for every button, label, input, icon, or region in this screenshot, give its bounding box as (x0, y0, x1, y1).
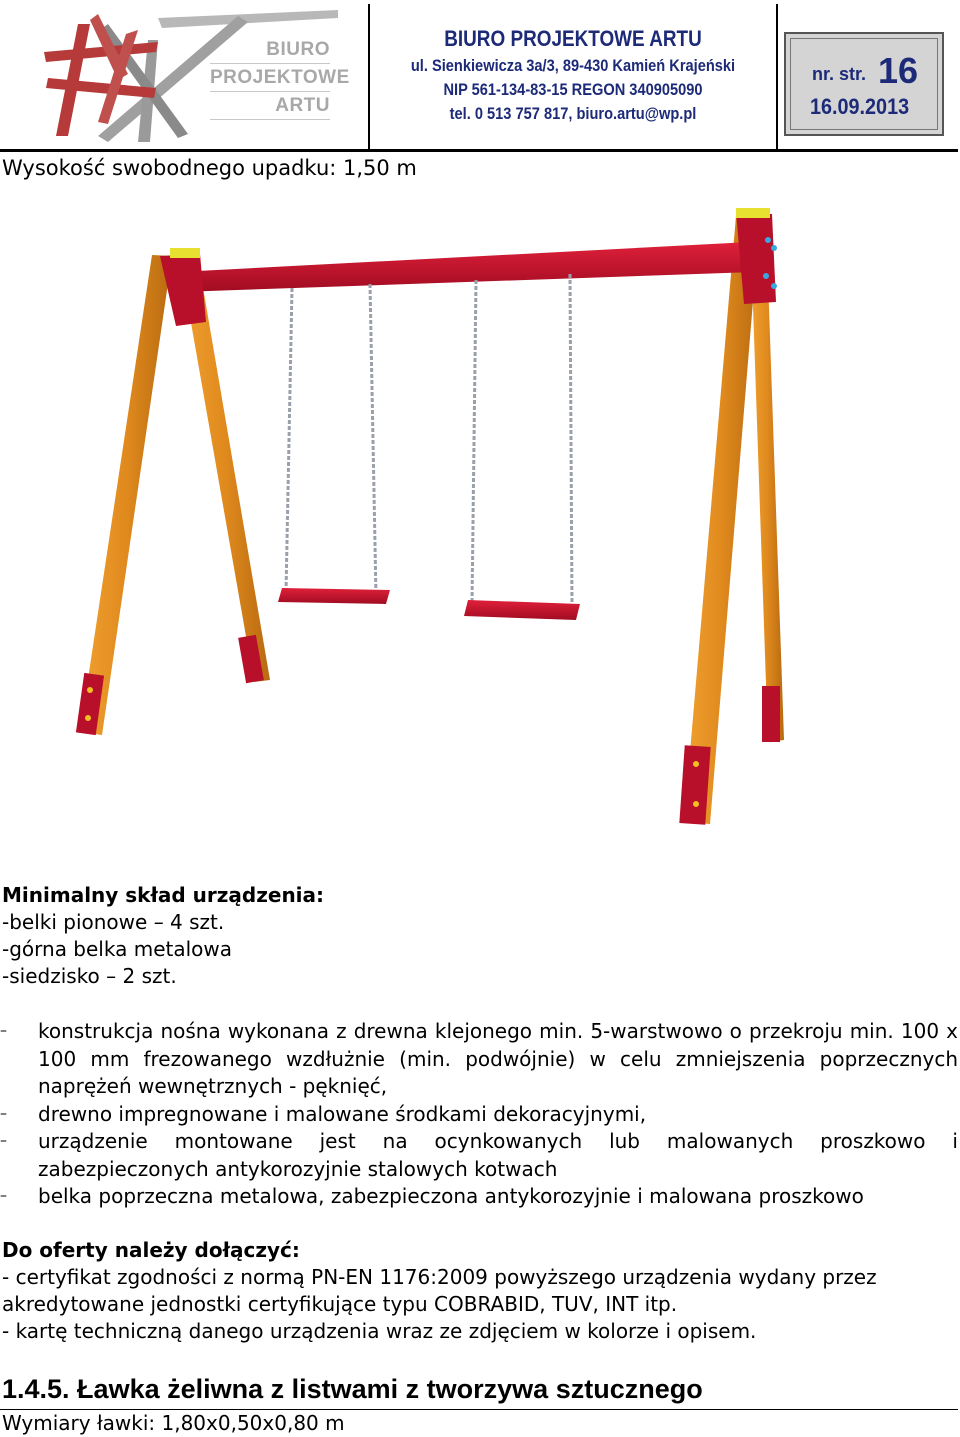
bolt (85, 715, 91, 721)
company-ids: NIP 561-134-83-15 REGON 340905090 (443, 80, 703, 99)
top-beam (178, 242, 754, 292)
company-info (372, 24, 774, 126)
composition-item: -górna belka metalowa (2, 937, 232, 961)
spec-dash: – (0, 1023, 7, 1039)
fall-height-text: Wysokość swobodnego upadku: 1,50 m (2, 156, 417, 180)
spec-text: urządzenie montowane jest na ocynkowanych lub malowanych proszkowo i zabezpieczonych antykorozyjnie stalowych kotwach (38, 1129, 958, 1181)
bolt (87, 687, 93, 693)
logo-line-3: ARTU (210, 92, 330, 120)
right-back-leg-anchor (762, 686, 780, 742)
logo-line-1: BIURO (210, 36, 330, 64)
logo-line-2: PROJEKTOWE (210, 64, 330, 92)
right-front-leg-anchor (679, 745, 710, 825)
composition-item: -siedzisko – 2 szt. (2, 964, 177, 988)
page-label: nr. str. (812, 64, 867, 84)
right-swing-seat (464, 600, 580, 620)
spec-item (0, 1183, 958, 1211)
page-date: 16.09.2013 (810, 94, 910, 119)
spec-text: konstrukcja nośna wykonana z drewna klejonego min. 5-warstwowo o przekroju min. 100 x 100 mm frezowanego wzdłużnie (min. podwójnie) w celu zmniejszenia poprzecznych naprężeń wewnętrznych - pęknięć, (38, 1019, 958, 1098)
swing-chains (286, 274, 572, 608)
composition-item: -belki pionowe – 4 szt. (2, 910, 225, 934)
section-title: 1.4.5. Ławka żeliwna z listwami z tworzywa sztucznego (2, 1374, 703, 1404)
spec-text: belka poprzeczna metalowa, zabezpieczona antykorozyjnie i malowana proszkowo (38, 1184, 864, 1208)
attachments-line: - kartę techniczną danego urządzenia wraz ze zdjęciem w kolorze i opisem. (2, 1319, 757, 1343)
page-number-box (784, 32, 944, 136)
right-front-leg (684, 216, 760, 824)
page-header (0, 0, 960, 152)
spec-dash: – (0, 1105, 7, 1122)
bolt (771, 245, 777, 251)
spec-item (0, 1101, 958, 1129)
spec-item (0, 1128, 958, 1183)
right-leg-cap (736, 208, 770, 218)
left-leg-cap (170, 248, 200, 258)
composition-heading: Minimalny skład urządzenia: (2, 883, 325, 907)
spec-list (0, 1018, 958, 1211)
company-name: BIURO PROJEKTOWE ARTU (444, 26, 702, 51)
header-divider-right (776, 4, 778, 150)
bolt (693, 761, 699, 767)
page-number: 16 (878, 50, 919, 91)
attachments-line: - certyfikat zgodności z normą PN-EN 1176:2009 powyższego urządzenia wydany przez (2, 1265, 877, 1289)
spec-dash: – (0, 1133, 7, 1149)
left-front-leg (80, 255, 172, 735)
bolt (771, 283, 777, 289)
header-bottom-rule (0, 149, 958, 152)
bench-dimensions: Wymiary ławki: 1,80x0,50x0,80 m (2, 1411, 345, 1435)
company-contact: tel. 0 513 757 817, biuro.artu@wp.pl (449, 104, 697, 123)
spec-text: drewno impregnowane i malowane środkami dekoracyjnymi, (38, 1101, 647, 1126)
spec-item (0, 1018, 958, 1101)
logo-wordmark (210, 36, 350, 120)
bolt (763, 273, 769, 279)
bolt (693, 801, 699, 807)
header-divider-left (368, 4, 370, 150)
attachments-heading: Do oferty należy dołączyć: (2, 1238, 300, 1262)
attachments-line: akredytowane jednostki certyfikujące typu COBRABID, TUV, INT itp. (2, 1292, 678, 1316)
left-swing-seat (278, 588, 390, 604)
double-swing-illustration (60, 200, 800, 840)
spec-dash: – (0, 1188, 7, 1204)
bolt (765, 237, 771, 243)
company-address: ul. Sienkiewicza 3a/3, 89-430 Kamień Krajeński (410, 56, 736, 75)
